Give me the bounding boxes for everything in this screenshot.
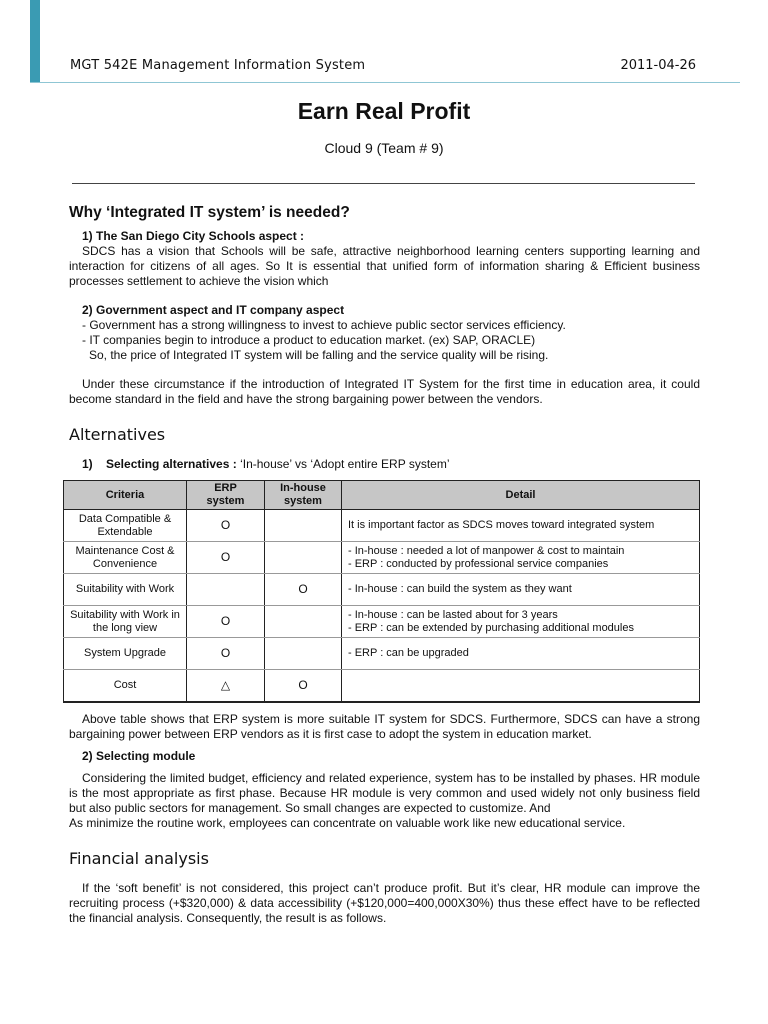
header-erp: ERP system xyxy=(187,481,265,510)
inhouse-mark xyxy=(265,510,342,542)
alternatives-item1-label: 1) Selecting alternatives : xyxy=(82,457,237,471)
document-date: 2011-04-26 xyxy=(620,58,696,73)
detail-line: It is important factor as SDCS moves toward integrated system xyxy=(348,519,655,531)
detail-line: - ERP : conducted by professional service companies xyxy=(348,557,609,570)
inhouse-mark xyxy=(265,542,342,574)
detail-line: - In-house : can build the system as they want xyxy=(348,583,572,595)
inhouse-mark: O xyxy=(265,670,342,703)
erp-mark: O xyxy=(187,606,265,638)
table-header-row xyxy=(64,481,700,510)
detail-cell xyxy=(342,606,700,638)
table-summary: Above table shows that ERP system is more suitable IT system for SDCS. Furthermore, SDCS can have a strong bargaining power between ERP vendors as it is first case to adopt the system in education market. xyxy=(69,712,700,741)
course-name: MGT 542E Management Information System xyxy=(70,58,366,73)
aspect2-line: - IT companies begin to introduce a product to education market. (ex) SAP, ORACLE) xyxy=(82,333,536,347)
table-row xyxy=(64,670,700,703)
criteria-cell: Suitability with Work in the long view xyxy=(64,606,187,638)
table-row xyxy=(64,574,700,606)
erp-mark: O xyxy=(187,510,265,542)
erp-mark: △ xyxy=(187,670,265,703)
why-conclusion: Under these circumstance if the introduction of Integrated IT System for the first time in education area, it could become standard in the field and have the strong bargaining power between the vendors. xyxy=(69,377,700,406)
criteria-cell: System Upgrade xyxy=(64,638,187,670)
title-rule xyxy=(72,183,695,184)
alternatives-heading: Alternatives xyxy=(69,425,166,444)
detail-line: - In-house : needed a lot of manpower & cost to maintain xyxy=(348,544,625,557)
aspect2-line: - Government has a strong willingness to invest to achieve public sector services efficiency. xyxy=(82,318,566,332)
criteria-cell: Suitability with Work xyxy=(64,574,187,606)
criteria-cell: Maintenance Cost & Convenience xyxy=(64,542,187,574)
table-row xyxy=(64,606,700,638)
selecting-module-text: Considering the limited budget, efficiency and related experience, system has to be installed by phases. HR module is the most appropriate as first phase. Because HR module is very common and used widely not only business field but also public sectors for management. So small changes are expected to customize. And xyxy=(69,771,700,815)
why-heading: Why ‘Integrated IT system’ is needed? xyxy=(69,204,350,221)
header-detail: Detail xyxy=(342,481,700,510)
financial-text: If the ‘soft benefit’ is not considered, this project can’t produce profit. But it’s clear, HR module can improve the recruiting process (+$320,000) & data accessibility (+$120,000=400,000X30%) thus these effect have to be reflected the financial analysis. Consequently, the result is as follows. xyxy=(69,881,700,925)
selecting-module-text: As minimize the routine work, employees can concentrate on valuable work like new educational service. xyxy=(69,816,626,830)
inhouse-mark xyxy=(265,638,342,670)
header-criteria: Criteria xyxy=(64,481,187,510)
detail-cell xyxy=(342,510,700,542)
alternatives-item1-text: ‘In-house’ vs ‘Adopt entire ERP system’ xyxy=(236,457,450,471)
financial-heading: Financial analysis xyxy=(69,849,209,868)
accent-bar xyxy=(30,0,40,82)
header-divider xyxy=(30,82,740,83)
aspect1-text: SDCS has a vision that Schools will be safe, attractive neighborhood learning centers supporting learning and interaction for citizens of all ages. So It is essential that unified form of information sharing & Efficient business processes settlement to achieve the vision which xyxy=(69,244,700,288)
inhouse-mark xyxy=(265,606,342,638)
criteria-cell: Cost xyxy=(64,670,187,703)
document-title: Earn Real Profit xyxy=(297,98,471,124)
detail-line: - ERP : can be extended by purchasing additional modules xyxy=(348,621,634,634)
criteria-table xyxy=(63,480,700,703)
erp-mark: O xyxy=(187,638,265,670)
detail-line: - ERP : can be upgraded xyxy=(348,647,469,659)
detail-cell xyxy=(342,574,700,606)
aspect2-title: 2) Government aspect and IT company aspect xyxy=(82,303,345,317)
header-inhouse: In-house system xyxy=(265,481,342,510)
team-name: Cloud 9 (Team # 9) xyxy=(324,140,444,156)
aspect2-line: So, the price of Integrated IT system will be falling and the service quality will be rising. xyxy=(89,348,549,362)
detail-cell xyxy=(342,670,700,703)
erp-mark: O xyxy=(187,542,265,574)
selecting-module-title: 2) Selecting module xyxy=(82,749,196,763)
table-row xyxy=(64,542,700,574)
erp-mark xyxy=(187,574,265,606)
table-row xyxy=(64,510,700,542)
document-body xyxy=(69,205,700,926)
detail-cell xyxy=(342,542,700,574)
detail-cell xyxy=(342,638,700,670)
aspect1-title: 1) The San Diego City Schools aspect : xyxy=(82,229,305,243)
criteria-cell: Data Compatible & Extendable xyxy=(64,510,187,542)
inhouse-mark: O xyxy=(265,574,342,606)
alternatives-item1 xyxy=(82,457,700,472)
table-row xyxy=(64,638,700,670)
detail-line: - In-house : can be lasted about for 3 years xyxy=(348,608,558,621)
